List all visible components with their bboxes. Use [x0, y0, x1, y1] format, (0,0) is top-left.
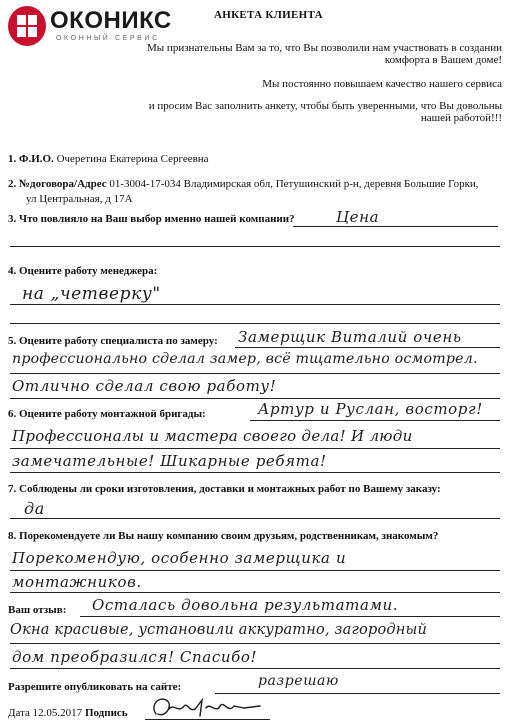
q5-answer-line2: профессионально сделал замер, всё тщательно осмотрел.: [12, 351, 478, 367]
brand-name: ОКОНИКС: [50, 7, 172, 34]
q1-row: [8, 153, 209, 165]
q3-answer: Цена: [336, 208, 380, 226]
q2-row: [8, 178, 479, 190]
q6-rule-2: [10, 448, 500, 449]
review-line3: дом преобразился! Спасибо!: [12, 648, 258, 666]
q6-answer-line3: замечательные! Шикарные ребята!: [12, 452, 327, 470]
sign-label: Подпись: [84, 707, 128, 719]
q4-answer: на „четверку": [22, 284, 161, 304]
q5-rule-2: [10, 373, 500, 374]
review-rule-3: [10, 668, 500, 669]
q7-rule: [10, 518, 500, 519]
q5-answer-line3: Отлично сделал свою работу!: [12, 377, 277, 395]
q8-answer-line1: Порекомендую, особенно замерщика и: [12, 549, 347, 567]
review-rule-1: [80, 616, 500, 617]
date-sign-row: [8, 707, 128, 719]
publish-answer: разрешаю: [258, 673, 339, 689]
publish-label: Разрешите опубликовать на сайте:: [8, 681, 182, 693]
q1-value: Очеретина Екатерина Сергеевна: [56, 153, 209, 165]
date-label: Дата 12.05.2017: [8, 707, 83, 719]
q6-label: 6. Оцените работу монтажной бригады:: [8, 408, 206, 420]
q8-answer-line2: монтажников.: [12, 573, 142, 591]
q6-answer-line1: Артур и Руслан, восторг!: [258, 400, 483, 418]
intro-quality: Мы постоянно повышаем качество нашего сервиса: [262, 78, 502, 90]
q4-rule-1: [10, 304, 500, 305]
q1-label: 1. Ф.И.О.: [8, 153, 54, 165]
q7-label: 7. Соблюдены ли сроки изготовления, доставки и монтажных работ по Вашему заказу:: [8, 483, 441, 495]
q3-label: 3. Что повлияло на Ваш выбор именно нашей компании?: [8, 213, 295, 225]
q6-rule-3: [10, 472, 500, 473]
q5-rule-3: [10, 398, 500, 399]
intro-request: и просим Вас заполнить анкету, чтобы быть уверенными, что Вы довольны нашей работой!!!: [148, 100, 502, 124]
q6-answer-line2: Профессионалы и мастера своего дела! И люди: [12, 427, 413, 445]
q2-value-line2: ул Центральная, д 17А: [26, 193, 133, 205]
handwritten-signature: [148, 692, 268, 722]
q3-extra-rule: [10, 246, 500, 247]
q8-rule-1: [10, 570, 500, 571]
q5-answer-line1: Замерщик Виталий очень: [238, 328, 462, 346]
review-line1: Осталась довольна результатами.: [92, 596, 399, 614]
q8-rule-2: [10, 592, 500, 593]
q5-rule-1: [235, 347, 500, 348]
q5-label: 5. Оцените работу специалиста по замеру:: [8, 335, 218, 347]
intro-gratitude: Мы признательны Вам за то, что Вы позволили нам участвовать в создании комфорта в Вашем доме!: [147, 42, 502, 66]
brand-tagline: ОКОННЫЙ СЕРВИС: [56, 35, 160, 42]
review-label: Ваш отзыв:: [8, 604, 67, 616]
q4-label: 4. Оцените работу менеджера:: [8, 265, 158, 277]
review-line2: Окна красивые, установили аккуратно, загородный: [10, 622, 428, 638]
q4-rule-2: [10, 323, 500, 324]
q8-label: 8. Порекомендуете ли Вы нашу компанию своим друзьям, родственникам, знакомым?: [8, 530, 439, 542]
review-rule-2: [10, 643, 500, 644]
q3-answer-rule: [293, 226, 498, 227]
q2-value-line1: 01-3004-17-034 Владимирская обл, Петушинский р-н, деревня Большие Горки,: [109, 178, 479, 190]
document-title: АНКЕТА КЛИЕНТА: [214, 9, 323, 21]
q2-label: 2. №договора/Адрес: [8, 178, 107, 190]
q6-rule-1: [250, 420, 500, 421]
q7-answer: да: [24, 499, 45, 518]
window-logo-icon: [8, 6, 46, 46]
